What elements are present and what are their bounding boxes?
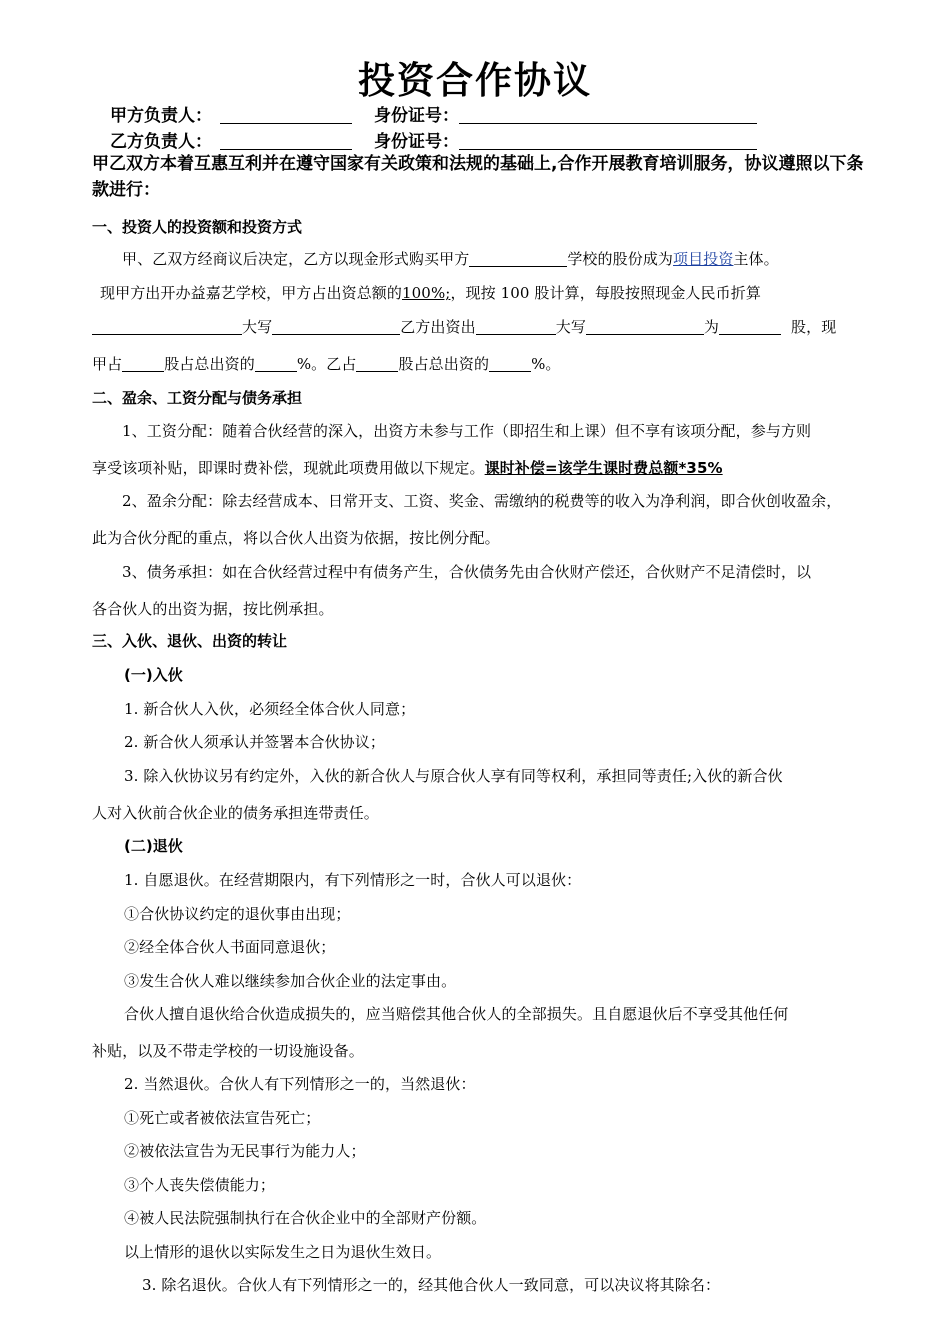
text: 现甲方出开办益嘉艺学校，甲方占出资总额的	[100, 284, 403, 302]
voluntary-exit: 1. 自愿退伙。在经营期限内，有下列情形之一时，合伙人可以退伙：	[124, 871, 582, 889]
voluntary-exit-note-line2: 补贴，以及不带走学校的一切设施设备。	[92, 1042, 364, 1060]
automatic-exit: 2. 当然退伙。合伙人有下列情形之一的，当然退伙：	[124, 1075, 476, 1093]
party-a-id-blank[interactable]	[459, 105, 757, 124]
project-investment-link[interactable]: 项目投资	[673, 250, 734, 268]
automatic-exit-d: ④被人民法院强制执行在合伙企业中的全部财产份额。	[124, 1209, 487, 1227]
text: ，现按 100 股计算，每股按照现金人民币折算	[450, 284, 761, 302]
party-a-shares-blank[interactable]	[122, 356, 164, 372]
text: 为	[703, 318, 720, 336]
automatic-exit-note: 以上情形的退伙以实际发生之日为退伙生效日。	[124, 1243, 442, 1261]
section2-heading: 二、盈余、工资分配与债务承担	[92, 389, 303, 407]
share-count-blank[interactable]	[719, 319, 781, 335]
section1-paragraph1	[122, 248, 779, 269]
join-subheading: (一)入伙	[124, 666, 183, 684]
party-b-shares-blank[interactable]	[356, 356, 398, 372]
automatic-exit-b: ②被依法宣告为无民事行为能力人；	[124, 1142, 366, 1160]
section1-paragraph2	[100, 282, 761, 303]
join-item3-line1: 3. 除入伙协议另有约定外，入伙的新合伙人与原合伙人享有同等权利，承担同等责任;入伙的新合伙	[124, 767, 783, 785]
automatic-exit-a: ①死亡或者被依法宣告死亡；	[124, 1109, 321, 1127]
party-b-id-blank[interactable]	[459, 131, 757, 150]
text: 主体。	[733, 250, 779, 268]
amount-uppercase-blank[interactable]	[272, 319, 400, 335]
party-a-responsible-label: 甲方负责人：	[110, 106, 212, 126]
compensation-formula: 课时补偿=该学生课时费总额*35%	[484, 459, 723, 477]
section2-item3-line1: 3、债务承担：如在合伙经营过程中有债务产生，合伙债务先由合伙财产偿还，合伙财产不足清偿时，以	[122, 563, 812, 581]
text: 股占总出资的	[398, 355, 490, 373]
party-a-line	[110, 101, 757, 126]
party-b-amount-uppercase-blank[interactable]	[586, 319, 704, 335]
intro-paragraph: 甲乙双方本着互惠互利并在遵守国家有关政策和法规的基础上,合作开展教育培训服务，协议遵照以下条款进行：	[92, 154, 864, 200]
text: 股占总出资的	[164, 355, 255, 373]
expulsion-exit: 3. 除名退伙。合伙人有下列情形之一的，经其他合伙人一致同意，可以决议将其除名：	[142, 1276, 721, 1294]
voluntary-exit-b: ②经全体合伙人书面同意退伙；	[124, 938, 336, 956]
party-b-responsible-blank[interactable]	[220, 131, 352, 150]
exit-subheading: (二)退伙	[124, 837, 183, 855]
join-item1: 1. 新合伙人入伙，必须经全体合伙人同意；	[124, 700, 416, 718]
party-b-responsible-label: 乙方负责人：	[110, 132, 212, 152]
join-item2: 2. 新合伙人须承认并签署本合伙协议；	[124, 733, 385, 751]
percent-value: 100%;	[402, 284, 451, 302]
text: 大写	[555, 318, 586, 336]
section2-item2-line2: 此为合伙分配的重点，将以合伙人出资为依据，按比例分配。	[92, 529, 500, 547]
section2-item3-line2: 各合伙人的出资为据，按比例承担。	[92, 600, 334, 618]
section1-paragraph3	[92, 316, 836, 337]
text: 甲占	[92, 355, 123, 373]
page-title: 投资合作协议	[358, 59, 592, 102]
section2-item1-line2	[92, 457, 723, 478]
text: 大写	[242, 318, 273, 336]
text: 学校的股份成为	[567, 250, 674, 268]
join-item3-line2: 人对入伙前合伙企业的债务承担连带责任。	[92, 804, 379, 822]
section2-item1-line1: 1、工资分配：随着合伙经营的深入，出资方未参与工作（即招生和上课）但不享有该项分配，参与方则	[122, 422, 812, 440]
section1-heading: 一、投资人的投资额和投资方式	[92, 218, 303, 236]
text: %。乙占	[296, 355, 357, 373]
automatic-exit-c: ③个人丧失偿债能力；	[124, 1176, 276, 1194]
voluntary-exit-note-line1: 合伙人擅自退伙给合伙造成损失的，应当赔偿其他合伙人的全部损失。且自愿退伙后不享受其他任何	[124, 1005, 789, 1023]
section3-heading: 三、入伙、退伙、出资的转让	[92, 632, 288, 650]
section1-paragraph4	[92, 353, 561, 374]
school-name-blank[interactable]	[469, 251, 567, 267]
party-b-percent-blank[interactable]	[489, 356, 531, 372]
section2-item2-line1: 2、盈余分配：除去经营成本、日常开支、工资、奖金、需缴纳的税费等的收入为净利润，即合伙创收盈余，	[122, 492, 842, 510]
text: %。	[531, 355, 561, 373]
party-b-line	[110, 127, 757, 152]
voluntary-exit-a: ①合伙协议约定的退伙事由出现；	[124, 905, 351, 923]
party-a-percent-blank[interactable]	[255, 356, 297, 372]
party-a-id-label: 身份证号：	[374, 106, 459, 126]
text: 乙方出资出	[400, 318, 476, 336]
party-a-responsible-blank[interactable]	[220, 105, 352, 124]
amount-blank[interactable]	[92, 319, 242, 335]
party-b-id-label: 身份证号：	[374, 132, 459, 152]
text: 股，现	[791, 318, 837, 336]
voluntary-exit-c: ③发生合伙人难以继续参加合伙企业的法定事由。	[124, 972, 457, 990]
text: 甲、乙双方经商议后决定，乙方以现金形式购买甲方	[122, 250, 470, 268]
party-b-amount-blank[interactable]	[476, 319, 556, 335]
text: 享受该项补贴，即课时费补偿，现就此项费用做以下规定。	[92, 459, 485, 477]
